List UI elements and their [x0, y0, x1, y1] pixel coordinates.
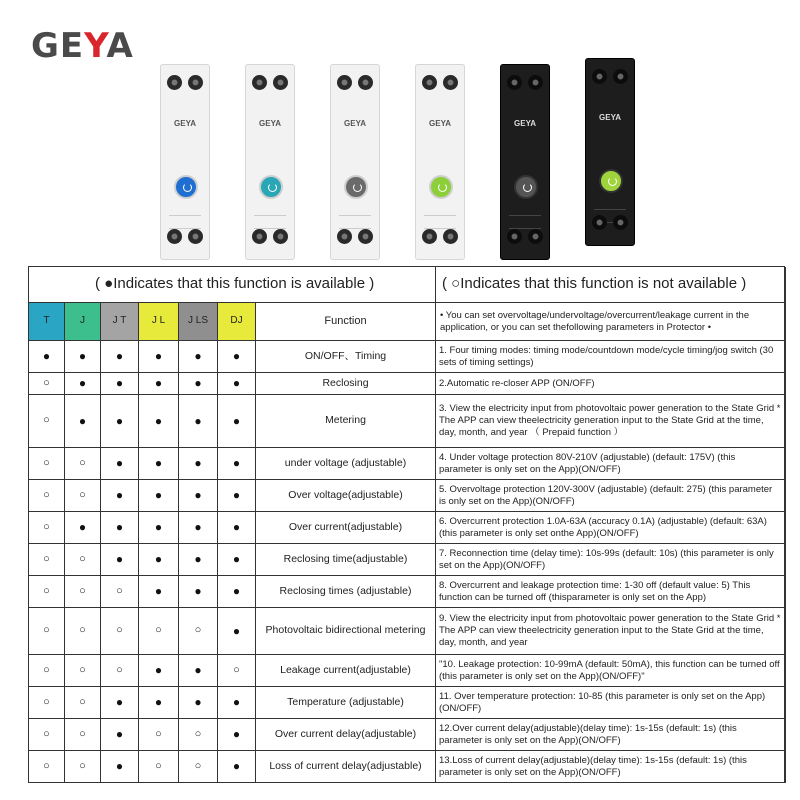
function-column-header: Function	[256, 303, 436, 341]
availability-mark: ●	[139, 576, 179, 608]
availability-mark: ○	[65, 687, 101, 719]
power-button-icon	[344, 175, 368, 199]
function-description: 5. Overvoltage protection 120V-300V (adjustable) (default: 275) (this parameter is only set on the App)(ON/OFF)	[436, 480, 786, 512]
availability-mark: ●	[101, 544, 139, 576]
din-rail-clip	[254, 215, 286, 229]
column-header-dj: DJ	[218, 303, 256, 341]
top-terminals	[337, 75, 373, 93]
availability-mark: ○	[65, 480, 101, 512]
availability-mark: ●	[218, 448, 256, 480]
availability-mark: ●	[139, 687, 179, 719]
bottom-terminals	[337, 229, 373, 247]
availability-mark: ●	[139, 480, 179, 512]
availability-mark: ●	[179, 687, 218, 719]
device-brand-label: GEYA	[599, 113, 621, 122]
bottom-terminals	[167, 229, 203, 247]
availability-mark: ○	[65, 608, 101, 655]
function-name: Metering	[256, 395, 436, 448]
top-terminals	[167, 75, 203, 93]
legend-not-available: ( ○Indicates that this function is not available )	[436, 267, 786, 303]
availability-mark: ●	[218, 719, 256, 751]
column-header-t: T	[29, 303, 65, 341]
availability-mark: ●	[179, 480, 218, 512]
availability-mark: ○	[65, 751, 101, 783]
function-name: Over voltage(adjustable)	[256, 480, 436, 512]
device-brand-label: GEYA	[344, 119, 366, 128]
availability-mark: ○	[218, 655, 256, 687]
legend-available: ( ●Indicates that this function is available )	[29, 267, 436, 303]
function-description: "10. Leakage protection: 10-99mA (default: 50mA), this function can be turned off (this parameter is only set on the App)(ON/OFF)"	[436, 655, 786, 687]
function-description: 9. View the electricity input from photovoltaic power generation to the State Grid * The APP can view theelectricity generation input to the State Grid at the time, day, month, and year	[436, 608, 786, 655]
availability-mark: ○	[65, 576, 101, 608]
availability-mark: ○	[65, 719, 101, 751]
function-description: 12.Over current delay(adjustable)(delay time): 1s-15s (default: 1s) (this parameter is only set on the App)(ON/OFF)	[436, 719, 786, 751]
function-comparison-table	[28, 266, 785, 783]
din-rail-clip	[509, 215, 541, 229]
function-description: 3. View the electricity input from photovoltaic power generation to the State Grid * The APP can view theelectricity generation input to the State Grid at the time, day, month, and year （ Prepaid function ）	[436, 395, 786, 448]
top-terminals	[592, 69, 628, 87]
function-description: 2.Automatic re-closer APP (ON/OFF)	[436, 373, 786, 395]
power-button-icon	[174, 175, 198, 199]
availability-mark: ○	[139, 751, 179, 783]
function-name: Reclosing	[256, 373, 436, 395]
availability-mark: ○	[179, 719, 218, 751]
availability-mark: ○	[139, 608, 179, 655]
top-terminals	[507, 75, 543, 93]
power-button-icon	[429, 175, 453, 199]
availability-mark: ○	[29, 655, 65, 687]
breaker-product-3	[330, 64, 380, 260]
availability-mark: ○	[101, 576, 139, 608]
column-header-jt: J T	[101, 303, 139, 341]
din-rail-clip	[424, 215, 456, 229]
device-brand-label: GEYA	[514, 119, 536, 128]
availability-mark: ○	[29, 373, 65, 395]
function-name: Over current(adjustable)	[256, 512, 436, 544]
bottom-terminals	[507, 229, 543, 247]
column-header-jls: J LS	[179, 303, 218, 341]
function-description: 8. Overcurrent and leakage protection time: 1-30 off (default value: 5) This function can be turned off (thisparameter is only set on the App)	[436, 576, 786, 608]
breaker-product-5	[500, 64, 550, 260]
availability-mark: ○	[29, 448, 65, 480]
availability-mark: ○	[29, 751, 65, 783]
function-name: Reclosing times (adjustable)	[256, 576, 436, 608]
top-terminals	[422, 75, 458, 93]
function-description: 11. Over temperature protection: 10-85 (this parameter is only set on the App)(ON/OFF)	[436, 687, 786, 719]
availability-mark: ○	[29, 480, 65, 512]
device-brand-label: GEYA	[259, 119, 281, 128]
availability-mark: ○	[29, 608, 65, 655]
product-image-strip	[160, 56, 640, 261]
availability-mark: ○	[179, 751, 218, 783]
availability-mark: ●	[218, 608, 256, 655]
function-description: 6. Overcurrent protection 1.0A-63A (accuracy 0.1A) (adjustable) (default: 63A) (this parameter is only set onthe App)(ON/OFF)	[436, 512, 786, 544]
availability-mark: ●	[29, 341, 65, 373]
availability-mark: ●	[65, 512, 101, 544]
availability-mark: ○	[65, 448, 101, 480]
availability-mark: ●	[218, 395, 256, 448]
availability-mark: ○	[179, 608, 218, 655]
availability-mark: ●	[218, 687, 256, 719]
column-header-j: J	[65, 303, 101, 341]
function-name: Over current delay(adjustable)	[256, 719, 436, 751]
availability-mark: ●	[101, 373, 139, 395]
bottom-terminals	[592, 215, 628, 233]
availability-mark: ●	[179, 341, 218, 373]
availability-mark: ●	[101, 687, 139, 719]
availability-mark: ○	[29, 544, 65, 576]
availability-mark: ○	[29, 395, 65, 448]
breaker-product-1	[160, 64, 210, 260]
function-name: under voltage (adjustable)	[256, 448, 436, 480]
bottom-terminals	[422, 229, 458, 247]
availability-mark: ●	[101, 448, 139, 480]
availability-mark: ●	[65, 395, 101, 448]
availability-mark: ●	[179, 395, 218, 448]
power-button-icon	[259, 175, 283, 199]
availability-mark: ○	[29, 576, 65, 608]
function-name: Leakage current(adjustable)	[256, 655, 436, 687]
availability-mark: ○	[65, 544, 101, 576]
availability-mark: ●	[139, 373, 179, 395]
availability-mark: ●	[101, 341, 139, 373]
top-terminals	[252, 75, 288, 93]
power-button-icon	[599, 169, 623, 193]
availability-mark: ●	[218, 373, 256, 395]
availability-mark: ●	[218, 341, 256, 373]
availability-mark: ●	[218, 544, 256, 576]
function-name: Photovoltaic bidirectional metering	[256, 608, 436, 655]
availability-mark: ○	[29, 512, 65, 544]
logo-text: GEYA	[31, 26, 134, 66]
availability-mark: ○	[29, 687, 65, 719]
availability-mark: ●	[139, 655, 179, 687]
availability-mark: ○	[29, 719, 65, 751]
function-description: 1. Four timing modes: timing mode/countdown mode/cycle timing/jog switch (30 sets of timing settings)	[436, 341, 786, 373]
availability-mark: ○	[139, 719, 179, 751]
geya-logo	[31, 28, 134, 64]
function-name: Loss of current delay(adjustable)	[256, 751, 436, 783]
breaker-product-6	[585, 58, 635, 246]
device-brand-label: GEYA	[429, 119, 451, 128]
availability-mark: ●	[139, 341, 179, 373]
device-brand-label: GEYA	[174, 119, 196, 128]
function-name: Temperature (adjustable)	[256, 687, 436, 719]
description-header: • You can set overvoltage/undervoltage/overcurrent/leakage current in the application, or you can set thefollowing parameters in Protector •	[436, 303, 786, 341]
availability-mark: ●	[139, 512, 179, 544]
availability-mark: ●	[179, 512, 218, 544]
availability-mark: ○	[65, 655, 101, 687]
power-button-icon	[514, 175, 538, 199]
availability-mark: ●	[101, 719, 139, 751]
breaker-product-4	[415, 64, 465, 260]
column-header-jl: J L	[139, 303, 179, 341]
availability-mark: ●	[139, 544, 179, 576]
function-name: ON/OFF、Timing	[256, 341, 436, 373]
availability-mark: ●	[218, 480, 256, 512]
availability-mark: ●	[179, 373, 218, 395]
breaker-product-2	[245, 64, 295, 260]
availability-mark: ●	[101, 480, 139, 512]
availability-mark: ●	[179, 576, 218, 608]
availability-mark: ●	[65, 373, 101, 395]
availability-mark: ●	[218, 751, 256, 783]
availability-mark: ●	[179, 544, 218, 576]
availability-mark: ●	[101, 512, 139, 544]
function-description: 13.Loss of current delay(adjustable)(delay time): 1s-15s (default: 1s) (this parameter is only set on the App)(ON/OFF)	[436, 751, 786, 783]
availability-mark: ●	[179, 448, 218, 480]
availability-mark: ●	[101, 751, 139, 783]
din-rail-clip	[169, 215, 201, 229]
availability-mark: ●	[65, 341, 101, 373]
availability-mark: ●	[179, 655, 218, 687]
availability-mark: ○	[101, 608, 139, 655]
availability-mark: ●	[101, 395, 139, 448]
availability-mark: ●	[139, 395, 179, 448]
function-description: 7. Reconnection time (delay time): 10s-99s (default: 10s) (this parameter is only set on the App)(ON/OFF)	[436, 544, 786, 576]
availability-mark: ●	[218, 512, 256, 544]
bottom-terminals	[252, 229, 288, 247]
availability-mark: ○	[101, 655, 139, 687]
function-description: 4. Under voltage protection 80V-210V (adjustable) (default: 175V) (this parameter is only set on the App)(ON/OFF)	[436, 448, 786, 480]
function-name: Reclosing time(adjustable)	[256, 544, 436, 576]
availability-mark: ●	[139, 448, 179, 480]
availability-mark: ●	[218, 576, 256, 608]
din-rail-clip	[339, 215, 371, 229]
